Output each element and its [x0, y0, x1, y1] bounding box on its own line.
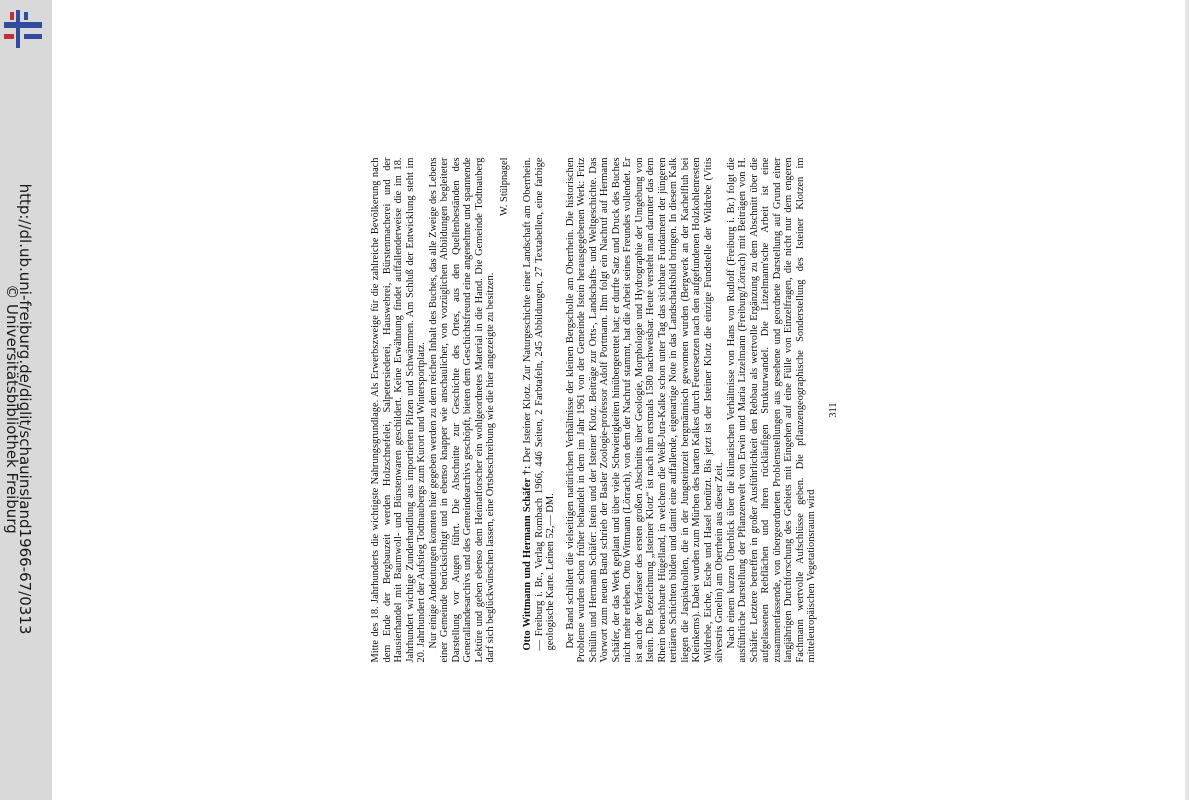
scanned-page	[370, 158, 870, 663]
library-logo-icon	[2, 8, 44, 50]
book-authors: Otto Wittmann und Hermann Schäfer †:	[522, 465, 533, 651]
copyright-notice: © Universitätsbibliothek Freiburg	[3, 284, 21, 534]
page-text-block	[370, 158, 870, 663]
scrollbar-edge	[1185, 0, 1189, 800]
review-signature: W. Stülpnagel	[498, 157, 510, 216]
source-url[interactable]: http://dl.ub.uni-freiburg.de/diglit/schauinsland1966-67/0313	[16, 183, 34, 635]
paragraph: Mitte des 18. Jahrhunderts die wichtigste Nahrungsgrundlage. Als Erwerbszweige für die zahlreiche Bevölkerung nach dem Ende der Bergbauzeit werden Holzschnefelei, Salpetersiederei, Hauswebrei, Bürstenmacherei und der Hausierhandel mit Baumwoll- und Bürstenwaren geschildert. Keine Erwähnung findet auffallenderweise die im 18. Jahrhundert wichtige Zunderhandlung aus importierten Pilzen und Schwämmen. Am Schluß der Entwicklung steht im 20. Jahrhundert der Aufstieg Todtnaubergs zum Kurort und Wintersportplatz.	[370, 157, 427, 663]
book-citation	[522, 158, 557, 663]
paragraph: Nach einem kurzen Überblick über die klimatischen Verhältnisse von Hans von Rudloff (Freiburg i. Br.) folgt die ausführliche Darstellung der Pflanzenwelt von Erwin und Maria Litzelmann (Freiburg/Lörrach) mit Beiträgen von H. Schäfer. Letztere betreffen in großer Ausführlichkeit den Rebbau als wertvolle Ergänzung zu dem Abschnitt über die aufgelassenen Rebflächen und ihren rückläufigen Strukturwandel. Die Litzelmann'sche Arbeit ist eine zusammenfassende, von übergeordneten Problemstellungen aus gesehene und geordnete Darstellung auf Grund einer langjährigen Durchforschung des Gebiets mit Eingehen auf eine Fülle von Einzelfragen, die nicht nur dem engeren Fachmann wertvolle Aufschlüsse geben. Die pflanzengeographische Sonderstellung des Isteiner Klotzen im mitteleuropäischen Vegetationsraum wird	[725, 157, 817, 663]
book-title: Der Isteiner Klotz. Zur Naturgeschichte einer Landschaft am Oberrhein. — Freiburg i. Br., Verlag Rombach 1966, 446 Seiten, 2 Farbtafeln, 245 Abbildungen, 27 Textabellen, eine farbige geologische Karte. Leinen 52,— DM.	[522, 157, 556, 651]
paragraph: Der Band schildert die vielseitigen natürlichen Verhältnisse der kleinen Bergscholle am Oberrhein. Die historischen Probleme wurden schon früher behandelt in dem im Jahr 1961 von der Gemeinde Istein herausgegebenen Werk: Fritz Schülin und Hermann Schäfer: Istein und der Isteiner Klotz. Beiträge zur Orts-, Landschafts- und Weltgeschichte. Das Vorwort zum neuen Band schrieb der Basler Zoologie-professor Adolf Portmann. Ihm folgt ein Nachruf auf Hermann Schäfer, der das Werk geplant und über viele Schwierigkeiten hinübergerettet hat; er durfte Satz und Druck des Buches nicht mehr erleben. Otto Wittmann (Lörrach), von dem der Nachruf stammt, hat die Arbeit seines Freundes vollendet. Er ist auch der Verfasser des ersten großen Abschnitts über Geologie, Morphologie und Hydrographie der Umgebung von Istein. Die Bezeichnung „Isteiner Klotz“ ist nach ihm erstmals 1580 nachweisbar. Heute versteht man darunter das dem Rhein benachbarte Hügelland, in welchem die Weiß-Jura-Kalke schon unter Tag das sichtbare Fundament der jüngeren tertiären Schichten bilden und damit eine auffallende, eigenartige Note in das Landschaftsbild bringen. In diesem Kalk liegen die Jaspisknollen, die in der Jungsteinzeit bergmännisch gewonnen wurden (Bergwerk an der Kachelfluh bei Kleinkems). Dabei wurden zum Mürben des harten Kalkes durch Feuersetzen nach den aufgefundenen Holzkohlenresten Wildrebe, Eiche, Esche und Hasel benützt. Bis jetzt ist der Isteiner Klotz die einzige Fundstelle der Wildrebe (Vitis silvestris Gmelin) am Oberrhein aus dieser Zeit.	[564, 157, 725, 663]
page-number: 311	[827, 402, 839, 418]
paragraph: Nur einige Andeutungen konnten hier gegeben werden zu dem reichen Inhalt des Buches, das alle Zweige des Lebens einer Gemeinde berücksichtigt und in ebenso knapper wie anschaulicher, von vorzüglichen Abbildungen begleiteter Darstellung vor Augen führt. Die Abschnitte zur Geschichte des Ortes, aus den Quellenbeständen des Generallandesarchivs und des Gemeindearchivs geschöpft, bieten dem Geschichtsfreund eine angenehme und spannende Lektüre und geben ebenso dem Heimatforscher ein wohlgeordnetes Material in die Hand. Die Gemeinde Todtnauberg darf sich beglückwünschen lassen, eine Ortsbeschreibung wie die hier angezeigte zu besitzen.	[427, 157, 496, 663]
sidebar	[0, 0, 52, 800]
